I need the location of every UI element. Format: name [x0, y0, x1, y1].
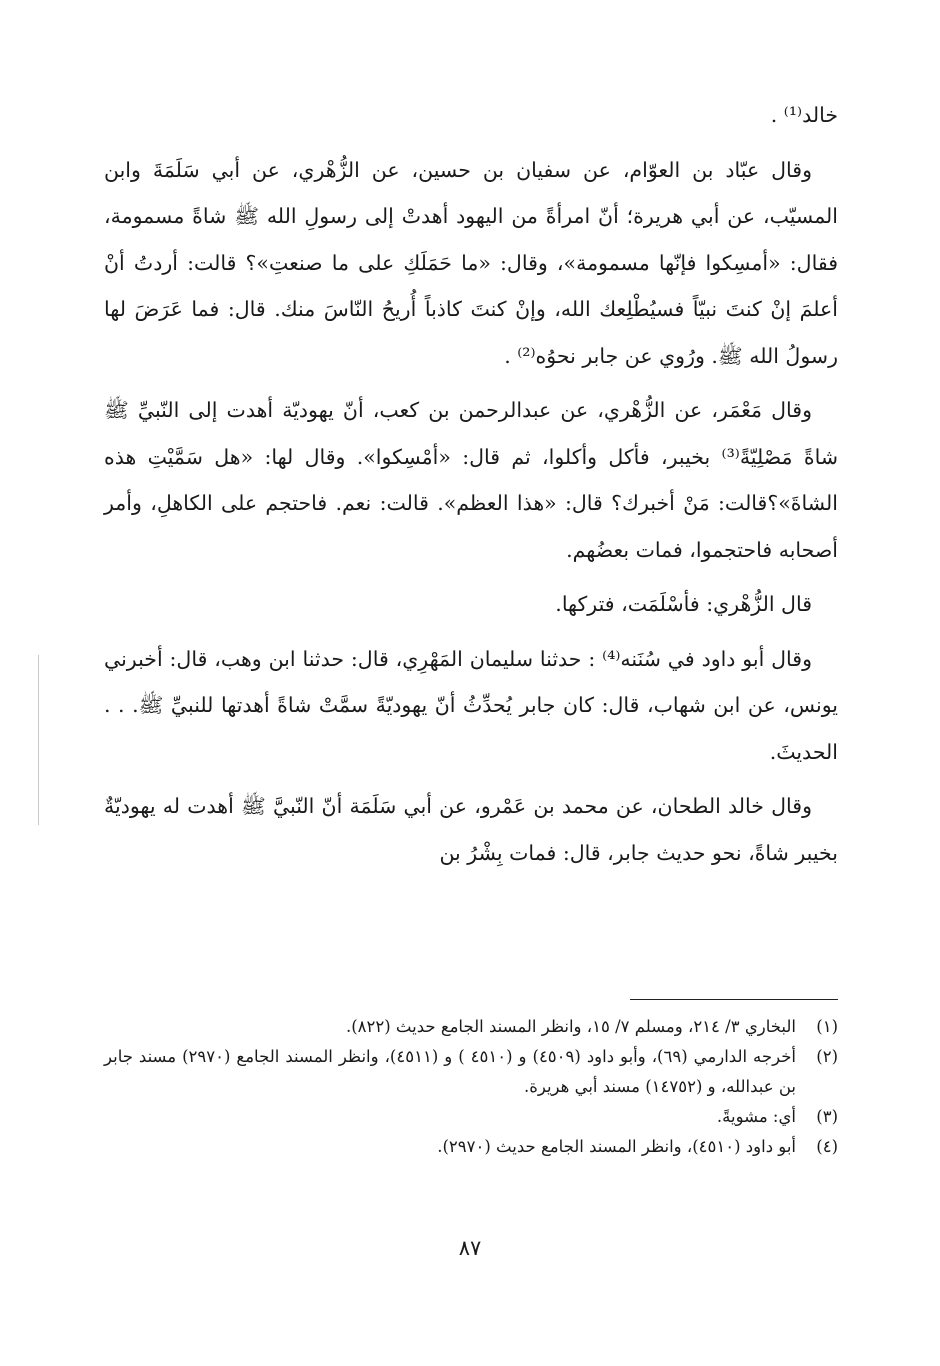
footnote-number: (١)	[816, 1017, 838, 1036]
footnote-1	[104, 1012, 838, 1042]
footnote-text: أي: مشويةً.	[716, 1107, 796, 1126]
footnote-divider	[630, 999, 838, 1000]
footnote-number: (٣)	[816, 1107, 838, 1126]
paragraph-2: وقال عبّاد بن العوّام، عن سفيان بن حسين، عن الزُّهْري، عن أبي سَلَمَةَ وابن المسيّب، عن أبي هريرة؛ أنّ امرأةً من اليهود أهدتْ إلى رسولِ الله ﷺ شاةً مسمومة، فقال: «أمسِكوا فإنّها مسمومة»، وقال: «ما حَمَلَكِ على ما صنعتِ»؟ قالت: أردتُ أنْ أعلمَ إنْ كنتَ نبيّاً فسيُطْلِعك الله، وإنْ كنتَ كاذباً أُريحُ النّاسَ منك. قال: فما عَرَضَ لها رسولُ الله ﷺ. ورُوي عن جابر نحوُه⁽²⁾ .	[104, 157, 838, 368]
footnote-2	[104, 1042, 838, 1102]
footnote-text: أخرجه الدارمي (٦٩)، وأبو داود (٤٥٠٩) و (٤٥١٠ ) و (٤٥١١)، وانظر المسند الجامع (٢٩٧٠) مسند جابر بن عبدالله، و (١٤٧٥٢) مسند أبي هريرة.	[104, 1047, 796, 1096]
main-text	[104, 92, 838, 884]
page-number: ٨٧	[458, 1236, 482, 1260]
paragraph-1: خالد⁽¹⁾ .	[770, 103, 838, 127]
footnote-number: (٢)	[816, 1047, 838, 1066]
footnotes	[104, 1012, 838, 1162]
footnote-text: البخاري ٣/ ٢١٤، ومسلم ٧/ ١٥، وانظر المسند الجامع حديث (٨٢٢).	[345, 1017, 796, 1036]
margin-line	[38, 655, 39, 825]
footnote-4	[104, 1132, 838, 1162]
paragraph-6: وقال خالد الطحان، عن محمد بن عَمْرو، عن أبي سَلَمَة أنّ النّبيَّ ﷺ أهدت له يهوديّةٌ بخيبر شاةً، نحو حديث جابر، قال: فمات بِشْرُ بن	[104, 794, 838, 865]
footnote-3	[104, 1102, 838, 1132]
paragraph-5: وقال أبو داود في سُنَنه⁽⁴⁾ : حدثنا سليمان المَهْرِي، قال: حدثنا ابن وهب، قال: أخبرني يونس، عن ابن شهاب، قال: كان جابر يُحدِّثُ أنّ يهوديّةً سمَّتْ شاةً أهدتها للنبيِّ ﷺ. . . الحديثَ.	[104, 646, 838, 764]
paragraph-4: قال الزُّهْري: فأسْلَمَت، فتركها.	[555, 592, 812, 616]
paragraph-3: وقال مَعْمَر، عن الزُّهْري، عن عبدالرحمن بن كعب، أنّ يهوديّة أهدت إلى النّبيِّ ﷺ شاةً مَصْلِيّةً⁽³⁾ بخيبر، فأكل وأكلوا، ثم قال: «أمْسِكوا». وقال لها: «هل سَمَّيْتِ هذه الشاةَ»؟قالت: مَنْ أخبرك؟ قال: «هذا العظم». قالت: نعم. فاحتجم على الكاهلِ، وأمر أصحابه فاحتجموا، فمات بعضُهم.	[104, 398, 839, 562]
footnote-number: (٤)	[816, 1137, 838, 1156]
footnote-text: أبو داود (٤٥١٠)، وانظر المسند الجامع حديث (٢٩٧٠).	[437, 1137, 796, 1156]
